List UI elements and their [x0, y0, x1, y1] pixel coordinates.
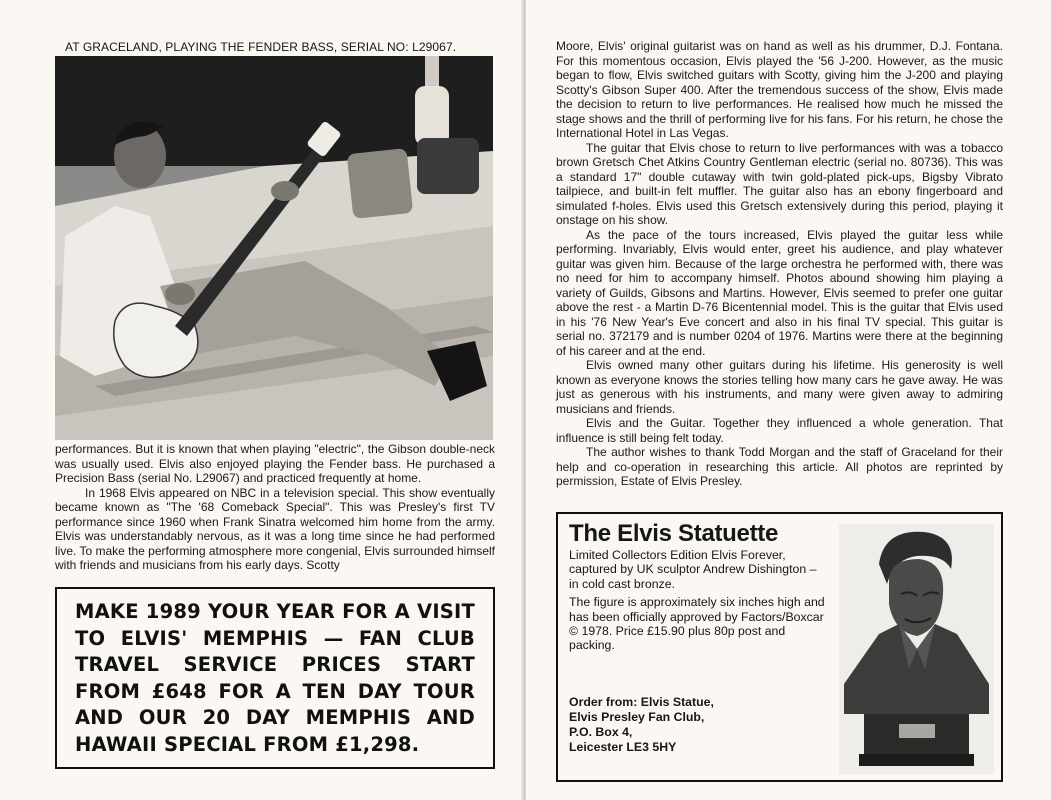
advert-description	[569, 548, 827, 657]
order-address	[569, 695, 829, 755]
body-paragraph: Elvis owned many other guitars during his lifetime. His generosity is well known as everyone knows the stories telling how many cars he gave away. He was just as generous with his instruments, and many were given away to admiring musicians and friends.	[556, 358, 1003, 416]
body-paragraph: performances. But it is known that when playing "electric", the Gibson double-neck was usually used. Elvis also enjoyed playing the Fender bass. He purchased a Precision Bass (serial No. L29067) and practiced frequently at home.	[55, 442, 495, 485]
body-paragraph: Moore, Elvis' original guitarist was on hand as well as his drummer, D.J. Fontana. For this momentous occasion, Elvis played the '56 J-200. However, as the music began to flow, Elvis switched guitars with Scotty, giving him the J-200 and playing Scotty's Gibson Super 400. After the tremendous success of the show, Elvis made the decision to return to live performances. He realised how much he missed the stage shows and the thrill of performing live for his fans. For his return, he chose the International Hotel in Las Vegas.	[556, 39, 1003, 140]
advert-paragraph: Limited Collectors Edition Elvis Forever, captured by UK sculptor Andrew Dishington – in cold cast bronze.	[569, 548, 817, 591]
order-line: Elvis Presley Fan Club,	[569, 710, 705, 724]
body-paragraph: As the pace of the tours increased, Elvis played the guitar less while performing. Invariably, Elvis would enter, greet his audience, and play whatever guitar was given him. Because of the large orchestra he performed with, there was no need for him to accompany himself. Photos abound showing him playing a variety of Guilds, Gibsons and Martins. However, Elvis seemed to prefer one guitar above the rest - a Martin D-76 Bicentennial model. This is the guitar that Elvis used in his '76 New Year's Eve concert and also in his final TV special. This guitar is serial no. 372179 and is number 0204 of 1976. Martins were there at the beginning of his career and at the end.	[556, 227, 1003, 358]
left-column-text	[55, 442, 495, 573]
acknowledgement-paragraph: The author wishes to thank Todd Morgan and the staff of Graceland for their help and co-operation in researching this article. All photos are reprinted by permission, Estate of Elvis Presley.	[556, 445, 1003, 488]
body-paragraph: The guitar that Elvis chose to return to live performances with was a tobacco brown Gretsch Chet Atkins Country Gentleman electric (serial no. 80736). This was a standard 17" double cutaway with twin gold-plated pick-ups, Bigsby Vibrato tailpiece, and built-in felt muffler. The guitar also has an ebony fingerboard and simulated f-holes. Elvis used this Gretsch extensively during this period, playing it onstage on his show.	[556, 140, 1003, 227]
elvis-bass-photo	[55, 56, 493, 440]
right-column-text	[556, 39, 1003, 489]
left-page	[0, 0, 523, 800]
body-paragraph: Elvis and the Guitar. Together they influenced a whole generation. That influence is still being felt today.	[556, 416, 1003, 445]
fan-club-travel-promo: MAKE 1989 YOUR YEAR FOR A VISIT TO ELVIS' MEMPHIS — FAN CLUB TRAVEL SERVICE PRICES START FROM £648 FOR A TEN DAY TOUR AND OUR 20 DAY MEMPHIS AND HAWAII SPECIAL FROM £1,298.	[55, 587, 495, 769]
advert-title: The Elvis Statuette	[569, 520, 779, 547]
statuette-advert	[556, 512, 1003, 782]
statuette-photo	[839, 524, 994, 774]
advert-paragraph: The figure is approximately six inches high and has been officially approved by Factors/Boxcar © 1978. Price £15.90 plus 80p post and packing.	[569, 595, 825, 653]
photo-caption: AT GRACELAND, PLAYING THE FENDER BASS, SERIAL NO: L29067.	[65, 40, 457, 54]
order-line: Order from: Elvis Statue,	[569, 695, 714, 709]
order-line: P.O. Box 4,	[569, 725, 633, 739]
body-paragraph: In 1968 Elvis appeared on NBC in a television special. This show eventually became known as "The '68 Comeback Special". This was Presley's first TV performance since 1960 when Frank Sinatra welcomed him home from the army. Elvis was understandably nervous, as it was a long time since he had performed live. To make the performing atmosphere more congenial, Elvis surrounded himself with friends and musicians from his early days. Scotty	[55, 485, 495, 572]
order-line: Leicester LE3 5HY	[569, 740, 677, 754]
